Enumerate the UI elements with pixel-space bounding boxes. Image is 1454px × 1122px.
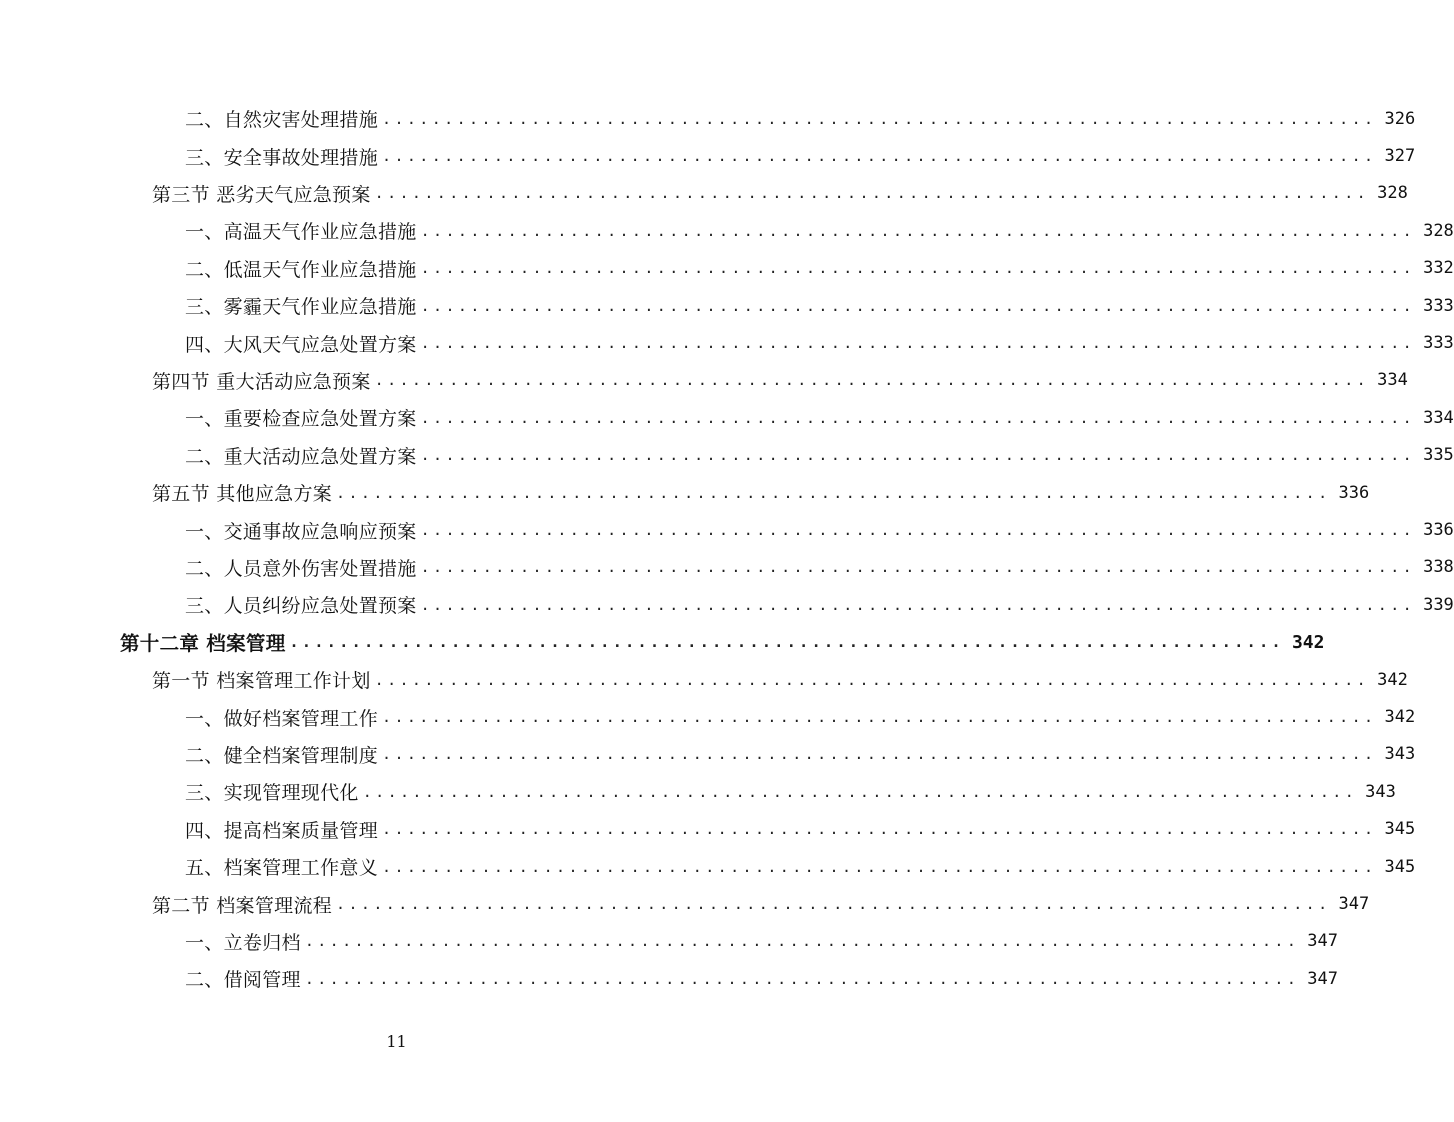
toc-entry-label: 二、低温天气作业应急措施 <box>185 258 417 281</box>
toc-entry[interactable] <box>185 511 1454 548</box>
toc-entry-page: 328 <box>1423 220 1454 241</box>
toc-entry[interactable] <box>185 549 1454 586</box>
toc-entry[interactable] <box>185 212 1454 249</box>
toc-entry[interactable] <box>185 736 1416 773</box>
toc-leader-dots: ................................................................................ <box>420 558 1416 577</box>
toc-leader-dots: ................................................................................ <box>420 259 1416 278</box>
toc-entry-label: 二、健全档案管理制度 <box>185 744 379 767</box>
toc-entry-page: 347 <box>1307 931 1338 952</box>
toc-entry-label: 一、做好档案管理工作 <box>185 707 379 730</box>
toc-leader-dots: ................................................................................ <box>304 969 1300 988</box>
toc-entry-page: 342 <box>1291 631 1325 653</box>
page-number: 11 <box>386 1032 407 1051</box>
toc-entry[interactable] <box>185 698 1416 735</box>
toc-entry-page: 327 <box>1384 146 1416 167</box>
toc-entry[interactable] <box>185 287 1454 324</box>
toc-entry-page: 342 <box>1377 669 1408 690</box>
toc-entry-page: 345 <box>1384 856 1416 877</box>
toc-leader-dots: ................................................................................ <box>362 782 1358 801</box>
toc-entry-label: 一、交通事故应急响应预案 <box>185 520 417 543</box>
toc-entry-page: 347 <box>1338 894 1370 915</box>
toc-entry-label: 四、大风天气应急处置方案 <box>185 333 417 356</box>
toc-entry-label: 四、提高档案质量管理 <box>185 819 379 842</box>
toc-entry-label: 第十二章 档案管理 <box>120 632 286 656</box>
toc-entry[interactable] <box>185 960 1338 997</box>
toc-leader-dots: ................................................................................ <box>382 147 1377 166</box>
toc-entry-page: 334 <box>1377 370 1408 391</box>
toc-entry-label: 第五节 其他应急方案 <box>152 483 333 506</box>
toc-entry-page: 336 <box>1338 482 1370 503</box>
toc-leader-dots: ................................................................................ <box>420 521 1416 540</box>
toc-entry-page: 336 <box>1423 520 1454 541</box>
toc-leader-dots: ................................................................................ <box>374 184 1370 203</box>
toc-entry-label: 三、雾霾天气作业应急措施 <box>185 296 417 319</box>
toc-entry-page: 332 <box>1423 258 1454 279</box>
toc-leader-dots: ................................................................................ <box>420 334 1416 353</box>
toc-entry-page: 343 <box>1384 744 1416 765</box>
toc-entry-label: 一、立卷归档 <box>185 931 301 954</box>
toc-entry-page: 345 <box>1384 819 1416 840</box>
toc-leader-dots: ................................................................................ <box>336 895 1331 914</box>
toc-leader-dots: ................................................................................ <box>336 483 1331 502</box>
toc-entry-page: 334 <box>1423 407 1454 428</box>
toc-entry[interactable] <box>185 586 1454 623</box>
toc-entry[interactable] <box>185 848 1416 885</box>
toc-entry-page: 339 <box>1423 594 1454 615</box>
toc-entry-label: 二、重大活动应急处置方案 <box>185 445 417 468</box>
toc-entry-label: 五、档案管理工作意义 <box>185 857 379 880</box>
toc-entry[interactable] <box>152 474 1370 511</box>
toc-entry-page: 335 <box>1423 445 1454 466</box>
toc-entry[interactable] <box>185 324 1454 361</box>
toc-leader-dots: ................................................................................ <box>382 109 1377 128</box>
toc-entry[interactable] <box>152 362 1408 399</box>
toc-entry[interactable] <box>185 100 1416 137</box>
toc-leader-dots: ................................................................................ <box>289 633 1284 652</box>
toc-entry-page: 347 <box>1307 968 1338 989</box>
toc-leader-dots: ................................................................................ <box>374 670 1370 689</box>
toc-leader-dots: ................................................................................ <box>374 371 1370 390</box>
toc-entry-page: 333 <box>1423 333 1454 354</box>
toc-leader-dots: ................................................................................ <box>420 296 1416 315</box>
toc-entry-label: 一、高温天气作业应急措施 <box>185 221 417 244</box>
toc-entry[interactable] <box>152 175 1408 212</box>
toc-entry[interactable] <box>152 661 1408 698</box>
toc-leader-dots: ................................................................................ <box>304 932 1300 951</box>
toc-entry-label: 二、自然灾害处理措施 <box>185 109 379 132</box>
toc-entry-page: 338 <box>1423 557 1454 578</box>
toc-entry[interactable] <box>185 923 1338 960</box>
toc-entry-label: 第二节 档案管理流程 <box>152 894 333 917</box>
toc-leader-dots: ................................................................................ <box>420 446 1416 465</box>
toc-leader-dots: ................................................................................ <box>382 857 1377 876</box>
toc-entry-label: 一、重要检查应急处置方案 <box>185 408 417 431</box>
toc-entry-label: 二、人员意外伤害处置措施 <box>185 557 417 580</box>
toc-leader-dots: ................................................................................ <box>382 820 1377 839</box>
toc-entry[interactable] <box>185 250 1454 287</box>
toc-entry-label: 第一节 档案管理工作计划 <box>152 670 371 693</box>
toc-entry-page: 328 <box>1377 183 1408 204</box>
toc-leader-dots: ................................................................................ <box>382 745 1377 764</box>
toc-entry-label: 第四节 重大活动应急预案 <box>152 370 371 393</box>
toc-entry-label: 三、实现管理现代化 <box>185 782 359 805</box>
toc-entry[interactable] <box>152 885 1370 922</box>
toc-entry[interactable] <box>185 399 1454 436</box>
toc-entry-page: 342 <box>1384 707 1416 728</box>
toc-entry-label: 第三节 恶劣天气应急预案 <box>152 183 371 206</box>
toc-entry[interactable] <box>185 437 1454 474</box>
toc-leader-dots: ................................................................................ <box>382 708 1377 727</box>
toc-entry-page: 326 <box>1384 108 1416 129</box>
toc-entry-page: 333 <box>1423 295 1454 316</box>
toc-entry[interactable] <box>185 811 1416 848</box>
toc-entry-label: 三、安全事故处理措施 <box>185 146 379 169</box>
toc-entry-label: 三、人员纠纷应急处置预案 <box>185 595 417 618</box>
toc-entry[interactable] <box>185 137 1416 174</box>
toc-leader-dots: ................................................................................ <box>420 221 1416 240</box>
toc-entry-page: 343 <box>1365 781 1396 802</box>
toc-entry[interactable] <box>185 773 1396 810</box>
toc-entry[interactable] <box>120 624 1325 661</box>
toc-leader-dots: ................................................................................ <box>420 595 1416 614</box>
toc-entry-label: 二、借阅管理 <box>185 969 301 992</box>
toc-leader-dots: ................................................................................ <box>420 408 1416 427</box>
